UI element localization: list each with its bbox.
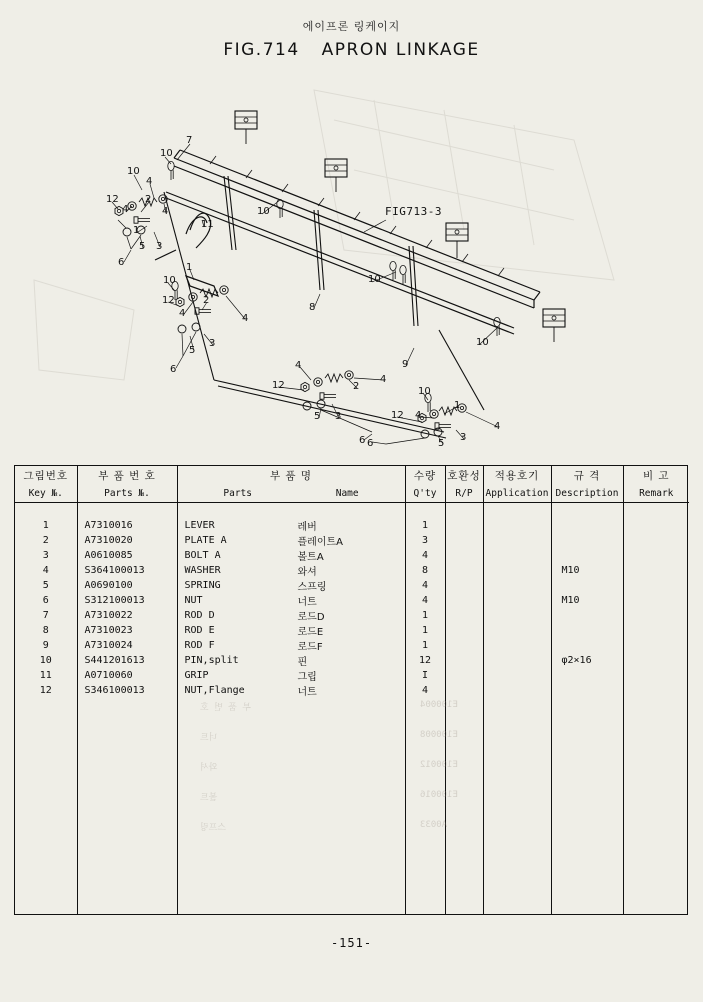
cell-application	[483, 653, 551, 668]
callout-5: 5	[139, 241, 146, 252]
cell-application	[483, 623, 551, 638]
cell-description	[551, 623, 623, 638]
callout-6: 6	[118, 257, 125, 268]
cell-name	[177, 593, 405, 608]
parts-table	[15, 466, 689, 914]
korean-title: 에이프론 링케이지	[302, 20, 401, 33]
cell-rp	[445, 518, 483, 533]
subheader-remark: Remark	[623, 484, 689, 503]
cell-key: 12	[15, 683, 77, 698]
parts-table-container	[14, 465, 688, 915]
cell-name	[177, 548, 405, 563]
cell-remark	[623, 653, 689, 668]
callout-9: 9	[402, 359, 409, 370]
cell-application	[483, 593, 551, 608]
cell-qty: 4	[405, 578, 445, 593]
cell-name-en: ROD F	[184, 640, 215, 651]
subheader-qty: Q'ty	[405, 484, 445, 503]
callout-6: 6	[170, 364, 177, 375]
cell-qty: 4	[405, 683, 445, 698]
cell-qty: 8	[405, 563, 445, 578]
callout-4: 4	[295, 360, 302, 371]
cell-name-en: GRIP	[184, 670, 209, 681]
callout-3: 3	[460, 432, 467, 443]
table-row	[15, 638, 689, 653]
callout-7: 7	[186, 135, 193, 146]
callout-1: 1	[133, 225, 140, 236]
cell-parts-no: S346100013	[77, 683, 177, 698]
subheader-parts-no: Parts №.	[77, 484, 177, 503]
cell-rp	[445, 638, 483, 653]
cell-name-en: WASHER	[184, 565, 221, 576]
callout-10: 10	[127, 166, 140, 177]
cell-rp	[445, 563, 483, 578]
table-row	[15, 578, 689, 593]
callout-5: 5	[314, 411, 321, 422]
cell-name-en: PLATE A	[184, 535, 227, 546]
callout-5: 5	[189, 345, 196, 356]
header-parts-name: 부 품 명	[177, 466, 405, 484]
page-footer: -151-	[330, 936, 373, 950]
page-title	[0, 40, 703, 60]
cell-qty: 1	[405, 623, 445, 638]
cell-rp	[445, 548, 483, 563]
callout-4: 4	[122, 204, 129, 215]
header-qty: 수량	[405, 466, 445, 484]
callout-12: 12	[391, 410, 404, 421]
cell-rp	[445, 578, 483, 593]
cell-qty: 1	[405, 518, 445, 533]
table-row	[15, 533, 689, 548]
cell-remark	[623, 563, 689, 578]
callout-4: 4	[415, 410, 422, 421]
callout-4: 4	[242, 313, 249, 324]
callout-10: 10	[257, 206, 270, 217]
callout-4: 4	[162, 206, 169, 217]
fig-reference: FIG713-3	[385, 205, 442, 218]
table-row	[15, 623, 689, 638]
cell-remark	[623, 668, 689, 683]
cell-remark	[623, 638, 689, 653]
table-row	[15, 608, 689, 623]
cell-name-en: LEVER	[184, 520, 215, 531]
cell-description	[551, 608, 623, 623]
cell-remark	[623, 548, 689, 563]
header-key: 그림번호	[15, 466, 77, 484]
cell-rp	[445, 593, 483, 608]
cell-name-kr: 와셔	[297, 567, 317, 578]
cell-name	[177, 623, 405, 638]
header-description: 규 격	[551, 466, 623, 484]
cell-name-en: ROD E	[184, 625, 215, 636]
table-empty-area	[15, 698, 689, 914]
table-row	[15, 518, 689, 533]
cell-description: M10	[551, 593, 623, 608]
cell-key: 8	[15, 623, 77, 638]
cell-rp	[445, 533, 483, 548]
callout-12: 12	[162, 295, 175, 306]
cell-name	[177, 518, 405, 533]
callout-4: 4	[146, 176, 153, 187]
cell-application	[483, 563, 551, 578]
cell-description: M10	[551, 563, 623, 578]
callout-10: 10	[163, 275, 176, 286]
cell-name-kr: 너트	[297, 687, 317, 698]
cell-key: 6	[15, 593, 77, 608]
cell-parts-no: A0690100	[77, 578, 177, 593]
table-row	[15, 563, 689, 578]
table-header-bottom-row	[15, 484, 689, 503]
cell-name	[177, 608, 405, 623]
cell-application	[483, 638, 551, 653]
cell-qty: 3	[405, 533, 445, 548]
cell-qty: 4	[405, 548, 445, 563]
callout-2: 2	[145, 194, 152, 205]
cell-name-kr: 너트	[297, 597, 317, 608]
cell-qty: I	[405, 668, 445, 683]
cell-application	[483, 518, 551, 533]
cell-key: 7	[15, 608, 77, 623]
cell-qty: 1	[405, 608, 445, 623]
cell-key: 1	[15, 518, 77, 533]
cell-name-kr: 로드E	[297, 627, 324, 638]
table-row	[15, 593, 689, 608]
header-application: 적용호기	[483, 466, 551, 484]
cell-application	[483, 683, 551, 698]
cell-name	[177, 653, 405, 668]
callout-3: 3	[335, 411, 342, 422]
callout-2: 2	[353, 381, 360, 392]
cell-name-kr: 볼트A	[297, 552, 324, 563]
cell-remark	[623, 608, 689, 623]
cell-name-kr: 플레이트A	[297, 537, 343, 548]
cell-parts-no: A0610085	[77, 548, 177, 563]
callout-10: 10	[476, 337, 489, 348]
subheader-application: Application	[483, 484, 551, 503]
cell-description	[551, 683, 623, 698]
cell-description	[551, 638, 623, 653]
cell-key: 4	[15, 563, 77, 578]
cell-parts-no: A7310016	[77, 518, 177, 533]
cell-rp	[445, 668, 483, 683]
callout-8: 8	[309, 302, 316, 313]
fig-number: FIG.714	[223, 40, 300, 60]
cell-name-kr: 로드D	[297, 612, 325, 623]
callout-5: 5	[438, 438, 445, 449]
cell-rp	[445, 683, 483, 698]
cell-name-kr: 스프링	[297, 582, 327, 593]
cell-remark	[623, 593, 689, 608]
header-rp: 호환성	[445, 466, 483, 484]
cell-remark	[623, 578, 689, 593]
header-parts-no: 부 품 번 호	[77, 466, 177, 484]
page-header	[0, 18, 703, 60]
cell-description: φ2×16	[551, 653, 623, 668]
cell-name-en: NUT	[184, 595, 203, 606]
cell-key: 10	[15, 653, 77, 668]
callout-1: 1	[186, 262, 193, 273]
callout-3: 3	[156, 241, 163, 252]
callout-10: 10	[160, 148, 173, 159]
callout-4: 4	[380, 374, 387, 385]
page: 에이프론 링케이지 FIG.714 APRON LINKAGE FIG713-3 7 10 10 4 12 2 4 4 11 10 1 5 3 6 1 10 12 2 4 4 10 8 5 3 6 10 9 4 4 12 2 10 1 12 4 4 5 3 6 5 3 6 그림번호 부 품 번 호 부 품 명 수량 호환성 적용호기 규 격 비 고 Key №. Parts №. Parts Name Q'ty R/P Application Description Remark 1 A7310016 LEVER 레버 1 2 A7310020 PLATE A 플레이트A 3 3 A0610085 BOLT A 볼트A 4 4 S364100013 WASHER 와셔 8 M10 5 A0690100 SPRING 스프링 4 6 S312100013 NUT 너트 4 M10 7 A7310022 ROD D 로드D 1 8 A7310023 ROD E 로드E 1 9 A7310024 ROD F 로드F 1 10 S441201613 PIN,split 핀 12 φ2×16 11 A0710060 GRIP 그립 I 12 S346100013 NUT,Flange 너트 4 부 품 번 호 E100004 너트 E100008 와셔 E100012 볼트 E100016 스프링 A0033 -151-	[0, 0, 703, 1002]
cell-key: 5	[15, 578, 77, 593]
cell-parts-no: A7310023	[77, 623, 177, 638]
table-header-top-row	[15, 466, 689, 484]
technical-drawing	[14, 80, 689, 458]
cell-name	[177, 638, 405, 653]
cell-description	[551, 668, 623, 683]
cell-application	[483, 578, 551, 593]
cell-parts-no: A7310020	[77, 533, 177, 548]
cell-parts-no: S364100013	[77, 563, 177, 578]
cell-parts-no: A7310024	[77, 638, 177, 653]
cell-qty: 12	[405, 653, 445, 668]
cell-name-en: PIN,split	[184, 655, 239, 666]
cell-name-en: SPRING	[184, 580, 221, 591]
cell-name-kr: 그립	[297, 672, 317, 683]
callout-12: 12	[272, 380, 285, 391]
cell-key: 11	[15, 668, 77, 683]
cell-name-kr: 레버	[297, 522, 317, 533]
cell-name	[177, 668, 405, 683]
cell-key: 2	[15, 533, 77, 548]
cell-description	[551, 578, 623, 593]
cell-key: 3	[15, 548, 77, 563]
cell-rp	[445, 623, 483, 638]
cell-remark	[623, 518, 689, 533]
callout-3: 3	[209, 338, 216, 349]
cell-key: 9	[15, 638, 77, 653]
table-row	[15, 668, 689, 683]
parts-table-body	[15, 503, 689, 915]
cell-application	[483, 608, 551, 623]
cell-parts-no: S441201613	[77, 653, 177, 668]
cell-name	[177, 683, 405, 698]
cell-name-en: ROD D	[184, 610, 215, 621]
cell-remark	[623, 533, 689, 548]
callout-4: 4	[494, 421, 501, 432]
callout-4: 4	[179, 308, 186, 319]
cell-qty: 1	[405, 638, 445, 653]
cell-name-kr: 로드F	[297, 642, 323, 653]
cell-rp	[445, 653, 483, 668]
table-gap-row	[15, 503, 689, 519]
cell-application	[483, 668, 551, 683]
cell-parts-no: A0710060	[77, 668, 177, 683]
cell-application	[483, 548, 551, 563]
callout-6: 6	[359, 435, 366, 446]
subheader-name: Name	[335, 487, 359, 499]
cell-remark	[623, 623, 689, 638]
cell-description	[551, 518, 623, 533]
table-row	[15, 548, 689, 563]
cell-qty: 4	[405, 593, 445, 608]
cell-parts-no: S312100013	[77, 593, 177, 608]
cell-description	[551, 548, 623, 563]
cell-name-kr: 핀	[297, 657, 308, 668]
table-row	[15, 653, 689, 668]
callout-10: 10	[368, 274, 381, 285]
callout-6: 6	[367, 438, 374, 449]
table-row	[15, 683, 689, 698]
callout-11: 11	[201, 219, 214, 230]
header-remark: 비 고	[623, 466, 689, 484]
subheader-key: Key №.	[15, 484, 77, 503]
apron-linkage-diagram	[14, 80, 689, 458]
subheader-parts-name	[177, 484, 405, 503]
cell-name	[177, 533, 405, 548]
cell-description	[551, 533, 623, 548]
cell-name-en: BOLT A	[184, 550, 221, 561]
cell-name	[177, 563, 405, 578]
callout-12: 12	[106, 194, 119, 205]
subheader-parts: Parts	[223, 487, 252, 499]
callout-1: 1	[454, 400, 461, 411]
cell-name-en: NUT,Flange	[184, 685, 245, 696]
callout-10: 10	[418, 386, 431, 397]
subheader-rp: R/P	[445, 484, 483, 503]
cell-parts-no: A7310022	[77, 608, 177, 623]
cell-application	[483, 533, 551, 548]
subheader-description: Description	[551, 484, 623, 503]
cell-name	[177, 578, 405, 593]
callout-2: 2	[203, 295, 210, 306]
cell-rp	[445, 608, 483, 623]
fig-name: APRON LINKAGE	[321, 40, 480, 60]
cell-remark	[623, 683, 689, 698]
